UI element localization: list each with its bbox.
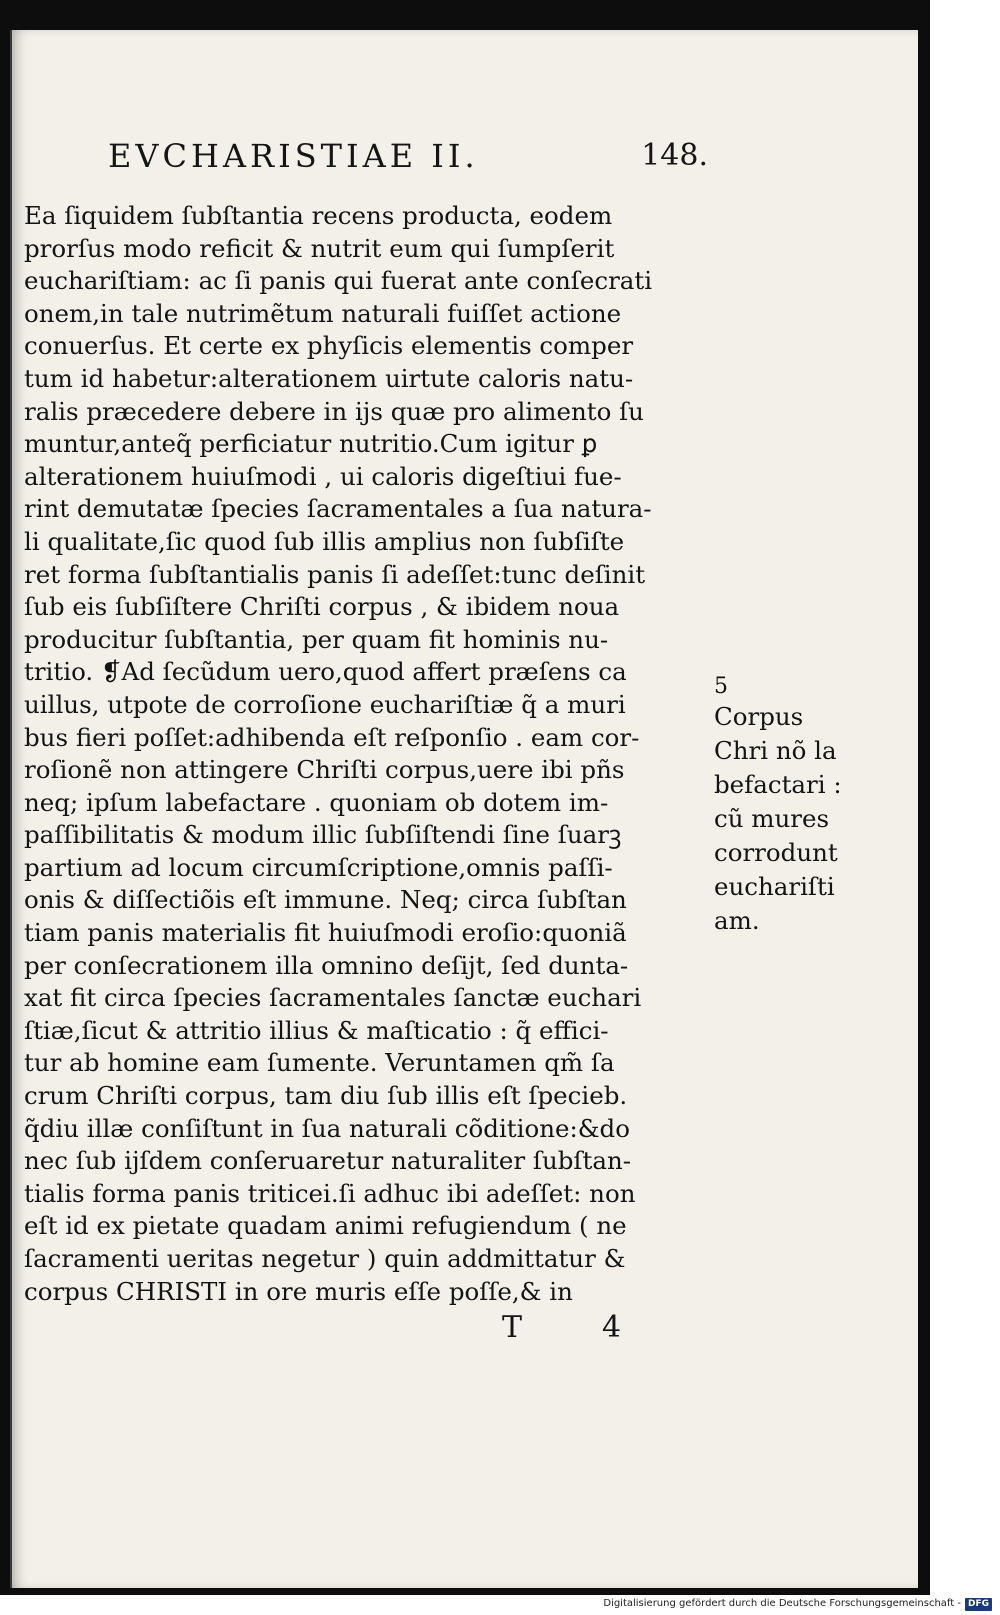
credit-text: Digitalisierung gefördert durch die Deutsche Forschungsgemeinschaft - bbox=[603, 1598, 961, 1609]
text-line: conuerſus. Et certe ex phyſicis elementis comper bbox=[24, 331, 634, 361]
text-line: producitur ſubſtantia, per quam fit hominis nu- bbox=[24, 624, 609, 654]
marginal-note bbox=[714, 700, 894, 938]
text-line: li qualitate,ſic quod ſub illis amplius non ſubſiſte bbox=[24, 526, 625, 556]
marginal-note-line: corrodunt bbox=[714, 838, 838, 867]
text-line: muntur,anteq̃ perficiatur nutritio.Cum igitur ꝑ bbox=[24, 429, 598, 459]
text-line: ſtiæ,ſicut & attritio illius & maſticatio : q̃ effici- bbox=[24, 1015, 609, 1045]
page-number: 148. bbox=[641, 138, 708, 173]
text-line: per conſecrationem illa omnino deſijt, ſed dunta- bbox=[24, 950, 629, 980]
signature-letter: T bbox=[502, 1310, 523, 1345]
text-line: euchariſtiam: ac ſi panis qui fuerat ante conſecrati bbox=[24, 266, 653, 296]
text-line: tur ab homine eam ſumente. Veruntamen qm̃ ſa bbox=[24, 1048, 615, 1078]
text-line: crum Chriſti corpus, tam diu ſub illis eſt ſpecieb. bbox=[24, 1081, 628, 1111]
text-line: prorſus modo reficit & nutrit eum qui ſumpſerit bbox=[24, 233, 615, 263]
show-through-bleed bbox=[812, 90, 912, 390]
marginal-note-line: am. bbox=[714, 906, 760, 935]
text-line: roſionẽ non attingere Chriſti corpus,uere ibi pñs bbox=[24, 755, 625, 785]
text-line: Ea ſiquidem ſubſtantia recens producta, eodem bbox=[24, 201, 613, 230]
marginal-note-line: befactari : bbox=[714, 770, 842, 799]
dfg-logo-icon: DFG bbox=[965, 1598, 992, 1611]
digitization-credit bbox=[603, 1595, 992, 1613]
running-head-title: EVCHARISTIAE II. bbox=[108, 137, 479, 175]
text-line: tritio. ❡Ad ſecũdum uero,quod affert præſens ca bbox=[24, 657, 627, 687]
text-line: partium ad locum circumſcriptione,omnis paſſi- bbox=[24, 852, 613, 882]
text-line: onis & diſſectiõis eſt immune. Neq; circa ſubſtan bbox=[24, 885, 627, 915]
text-line: xat fit circa ſpecies ſacramentales ſanctæ euchari bbox=[24, 983, 642, 1013]
text-line: paſſibilitatis & modum illic ſubſiſtendi ſine ſuarꝫ bbox=[24, 820, 622, 850]
text-line: eſt id ex pietate quadam animi refugiendum ( ne bbox=[24, 1211, 627, 1241]
marginal-note-line: cũ mures bbox=[714, 804, 830, 833]
marginal-note-line: Chri nõ la bbox=[714, 736, 837, 765]
signature-number: 4 bbox=[602, 1310, 622, 1345]
text-line: alterationem huiuſmodi , ui caloris digeſtiui fue- bbox=[24, 461, 622, 491]
text-line: uillus, utpote de corroſione euchariſtiæ q̃ a muri bbox=[24, 689, 626, 719]
text-line: tum id habetur:alterationem uirtute caloris natu- bbox=[24, 363, 634, 393]
text-line: nec ſub ijſdem conſeruaretur naturaliter ſubſtan- bbox=[24, 1146, 632, 1176]
text-line: bus fieri poſſet:adhibenda eſt reſponſio . eam cor- bbox=[24, 722, 640, 752]
body-text bbox=[24, 200, 704, 1308]
text-line: neq; ipſum labefactare . quoniam ob dotem im- bbox=[24, 787, 609, 817]
text-line: ret forma ſubſtantialis panis ſi adeſſet:tunc deſinit bbox=[24, 559, 646, 589]
text-line: tialis forma panis triticei.ſi adhuc ibi adeſſet: non bbox=[24, 1178, 636, 1208]
text-line: ralis præcedere debere in ijs quæ pro alimento ſu bbox=[24, 396, 644, 426]
running-head bbox=[108, 136, 708, 176]
marginal-note-line: euchariſti bbox=[714, 872, 835, 901]
marginal-number: 5 bbox=[714, 674, 728, 699]
text-line: tiam panis materialis fit huiuſmodi eroſio:quoniã bbox=[24, 918, 627, 948]
text-line: ſub eis ſubſiſtere Chriſti corpus , & ibidem noua bbox=[24, 592, 620, 622]
text-line: ſacramenti ueritas negetur ) quin addmittatur & bbox=[24, 1244, 626, 1273]
text-line: q̃diu illæ conſiſtunt in ſua naturali cõditione:&do bbox=[24, 1113, 630, 1143]
text-line: onem,in tale nutrimẽtum naturali fuiſſet actione bbox=[24, 298, 622, 328]
text-line: rint demutatæ ſpecies ſacramentales a ſua natura- bbox=[24, 494, 652, 524]
marginal-note-line: Corpus bbox=[714, 702, 804, 731]
text-line: corpus CHRISTI in ore muris eſſe poſſe,& in bbox=[24, 1276, 573, 1306]
book-page bbox=[10, 30, 918, 1588]
